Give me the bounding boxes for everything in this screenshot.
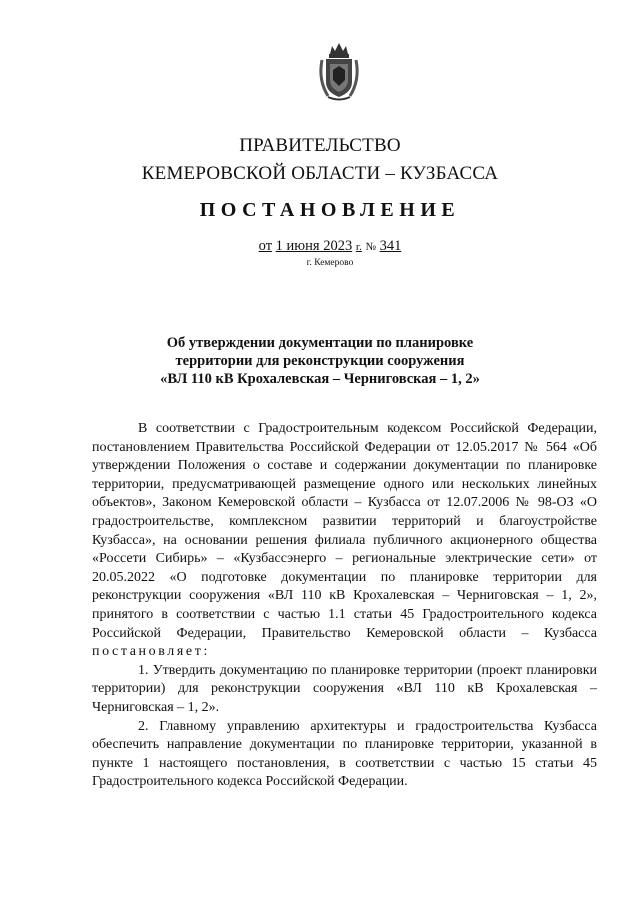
document-body xyxy=(92,420,597,792)
year-suffix: г. xyxy=(355,241,362,253)
title-line: Об утверждении документации по планировке xyxy=(166,335,474,351)
clause-1: 1. Утвердить документацию по планировке территории (проект планировки территории) для реконструкции сооружения «ВЛ 110 кВ Крохалевская – Черниговская – 1, 2». xyxy=(92,662,597,715)
date-prefix: от xyxy=(258,238,273,254)
coat-of-arms-icon xyxy=(316,40,362,102)
decree-colon: : xyxy=(203,644,208,660)
title-line: «ВЛ 110 кВ Крохалевская – Черниговская – 1, 2» xyxy=(160,371,480,387)
clause-2: 2. Главному управлению архитектуры и градостроительства Кузбасса обеспечить направление документации по планировке территории, указанной в пункте 1 настоящего постановления, в соответствии с частью 15 статьи 45 Градостроительного кодекса Российской Федерации. xyxy=(92,718,597,790)
document-date: 1 июня 2023 xyxy=(275,238,353,254)
city-label: г. Кемерово xyxy=(306,258,354,268)
government-name-line2: КЕМЕРОВСКОЙ ОБЛАСТИ – КУЗБАССА xyxy=(141,163,499,184)
document-number: 341 xyxy=(379,238,402,254)
date-number-line xyxy=(0,238,640,255)
government-name-line1: ПРАВИТЕЛЬСТВО xyxy=(239,135,401,156)
preamble-text: В соответствии с Градостроительным кодексом Российской Федерации, постановлением Правительства Российской Федерации от 12.05.2017 № 564 «Об утверждении Положения о составе и содержании документации по планировке территории, предусматривающей размещение одного или нескольких линейных объектов», Законом Кемеровской области – Кузбасса от 12.07.2006 № 98-ОЗ «О градостроительстве, комплексном развитии территорий и благоустройстве Кузбасса», на основании решения филиала публичного акционерного общества «Россети Сибирь» – «Кузбассэнерго – региональные электрические сети» от 20.05.2022 «О подготовке документации по планировке территории для реконструкции сооружения «ВЛ 110 кВ Крохалевская – Черниговская – 1, 2», принятого в соответствии с частью 1.1 статьи 45 Градостроительного кодекса Российской Федерации, Правительство Кемеровской области – Кузбасса xyxy=(92,421,597,641)
document-type: ПОСТАНОВЛЕНИЕ xyxy=(199,199,461,221)
number-sign: № xyxy=(365,241,376,253)
decree-word: постановляет xyxy=(92,644,204,660)
document-title xyxy=(150,334,490,388)
title-line: территории для реконструкции сооружения xyxy=(175,353,465,369)
preamble-paragraph xyxy=(92,420,597,662)
